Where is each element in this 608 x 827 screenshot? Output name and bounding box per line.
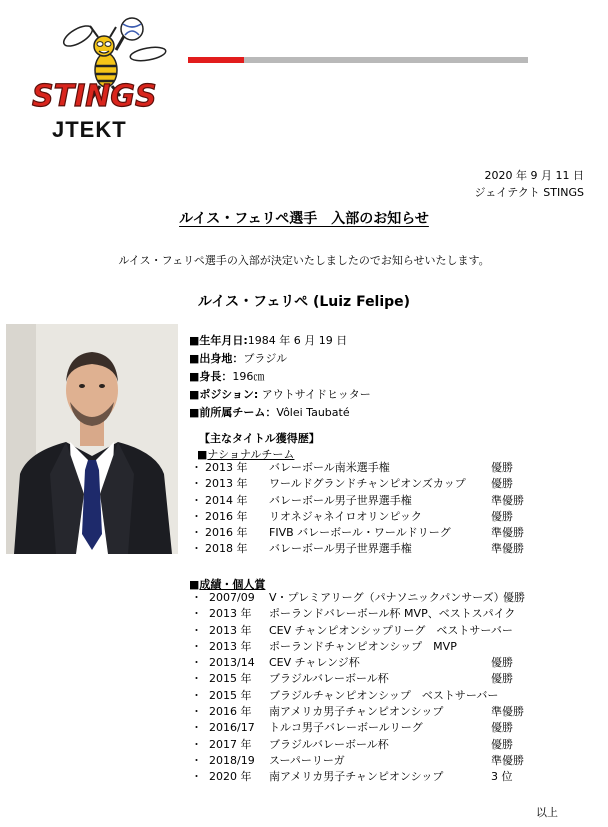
bullet: ・ (191, 656, 202, 670)
closing-text: 以上 (536, 806, 558, 819)
result-year: 2013/14 (209, 656, 255, 670)
personal-awards-heading-text: 成績・個人賞 (199, 578, 266, 591)
result-year: 2013 年 (205, 477, 248, 491)
bullet: ・ (191, 607, 202, 621)
result-event: スーパーリーガ (269, 753, 345, 767)
list-item (191, 720, 531, 736)
list-item (191, 671, 531, 687)
result-year: 2007/09 (209, 591, 255, 604)
result-event: リオネジャネイロオリンピック (269, 509, 422, 523)
result-year: 2018/19 (209, 753, 255, 767)
result-event: ブラジルチャンピオンシップ ベストサーバー (269, 688, 499, 702)
profile-label: ■前所属チーム： (189, 406, 277, 419)
result-event: トルコ男子バレーボールリーグ (269, 721, 423, 735)
list-item (191, 688, 531, 704)
result-year: 2016/17 (209, 721, 255, 735)
list-item (191, 460, 531, 476)
result-year: 2016 年 (209, 705, 252, 719)
profile-value: Vôlei Taubaté (276, 406, 350, 419)
result-placing: 優勝 (491, 461, 513, 474)
list-item (191, 476, 531, 492)
result-year: 2013 年 (209, 607, 252, 621)
bullet: ・ (191, 753, 202, 767)
bullet: ・ (191, 493, 202, 507)
result-placing: 準優勝 (491, 542, 524, 556)
list-item (191, 737, 531, 753)
list-item (191, 753, 531, 769)
result-event: V・プレミアリーグ（パナソニックパンサーズ） (269, 591, 505, 604)
profile-previous-team (189, 404, 371, 422)
titles-heading: 【主なタイトル獲得歴】 (199, 432, 320, 445)
list-item (191, 623, 531, 639)
result-event: バレーボール男子世界選手権 (269, 493, 412, 507)
result-year: 2018 年 (205, 542, 248, 556)
bullet: ・ (191, 542, 202, 556)
list-item (191, 541, 531, 557)
bullet: ・ (191, 639, 202, 653)
list-item (191, 509, 531, 525)
result-year: 2017 年 (209, 737, 252, 751)
list-item (191, 639, 531, 655)
result-placing: 優勝 (491, 721, 513, 735)
result-event: ブラジルバレーボール杯 (269, 737, 389, 751)
result-event: 南アメリカ男子チャンピオンシップ (269, 770, 444, 784)
result-event: ポーランドチャンピオンシップ MVP (269, 639, 457, 653)
result-placing: 優勝 (491, 737, 513, 751)
result-year: 2013 年 (209, 639, 252, 653)
result-event: FIVB バレーボール・ワールドリーグ (269, 526, 451, 540)
list-item (191, 493, 531, 509)
list-item (191, 769, 531, 785)
national-team-list (191, 460, 531, 558)
result-event: 南アメリカ男子チャンピオンシップ (269, 705, 444, 719)
bullet: ・ (191, 770, 202, 784)
bullet: ・ (191, 477, 202, 491)
result-placing: 準優勝 (491, 493, 524, 507)
bullet: ・ (191, 591, 202, 604)
hornet-volleyball-mascot-icon (28, 14, 168, 119)
bullet: ・ (191, 705, 202, 719)
result-year: 2016 年 (205, 526, 248, 540)
result-year: 2020 年 (209, 770, 252, 784)
player-name: ルイス・フェリペ (Luiz Felipe) (197, 294, 411, 310)
result-event: ブラジルバレーボール杯 (269, 672, 389, 686)
bullet: ・ (191, 461, 202, 474)
profile-value: アウトサイドヒッター (258, 388, 371, 401)
header-rule-accent (188, 57, 244, 63)
national-team-heading-text: ナショナルチーム (207, 448, 295, 461)
result-placing: 優勝 (491, 672, 513, 686)
result-placing: 準優勝 (491, 705, 524, 719)
result-placing: 優勝 (491, 477, 513, 491)
result-year: 2014 年 (205, 493, 248, 507)
profile-value: 1984 年 6 月 19 日 (247, 334, 348, 347)
heading-mark: ■ (197, 448, 208, 461)
jtekt-wordmark: JTEKT (52, 117, 127, 142)
result-event: CEV チャレンジ杯 (269, 656, 360, 670)
profile-label: ■身長： (189, 370, 233, 383)
result-placing: 準優勝 (491, 753, 524, 767)
result-event: ポーランドバレーボール杯 MVP、ベストスパイク (269, 607, 516, 621)
result-event: バレーボール男子世界選手権 (269, 542, 412, 556)
profile-birthplace (189, 350, 371, 368)
list-item (191, 590, 531, 606)
result-event: バレーボール南米選手権 (269, 461, 390, 474)
document-issuer: ジェイテクト STINGS (474, 186, 584, 199)
result-event: CEV チャンピオンシップリーグ ベストサーバー (269, 623, 513, 637)
profile-label: ■ポジション: (189, 388, 259, 401)
header-rule (244, 57, 528, 63)
bullet: ・ (191, 688, 202, 702)
bullet: ・ (191, 672, 202, 686)
profile-value: 196㎝ (232, 370, 265, 383)
profile-position (189, 386, 371, 404)
result-year: 2016 年 (205, 509, 248, 523)
profile-label: ■生年月日: (189, 334, 248, 347)
bullet: ・ (191, 737, 202, 751)
bullet: ・ (191, 509, 202, 523)
list-item (191, 525, 531, 541)
result-placing: 準優勝 (491, 526, 524, 540)
bullet: ・ (191, 623, 202, 637)
list-item (191, 655, 531, 671)
document-date: 2020 年 9 月 11 日 (484, 169, 584, 182)
list-item (191, 704, 531, 720)
bullet: ・ (191, 721, 202, 735)
result-year: 2015 年 (209, 688, 252, 702)
result-year: 2015 年 (209, 672, 252, 686)
profile-label: ■出身地： (189, 352, 244, 365)
result-placing: 優勝 (491, 656, 513, 670)
result-event: ワールドグランドチャンピオンズカップ (269, 477, 466, 491)
result-placing: 優勝 (491, 509, 513, 523)
result-placing: 3 位 (491, 770, 513, 784)
list-item (191, 606, 531, 622)
heading-mark: ■ (189, 578, 200, 591)
profile-list (189, 332, 371, 422)
document-title-text: ルイス・フェリペ選手 入部のお知らせ (179, 211, 429, 227)
result-year: 2013 年 (205, 461, 248, 474)
bullet: ・ (191, 526, 202, 540)
profile-birthdate (189, 332, 371, 350)
profile-height (189, 368, 371, 386)
player-photo (6, 324, 178, 554)
result-placing: 優勝 (503, 591, 525, 604)
personal-awards-list (191, 590, 531, 786)
result-year: 2013 年 (209, 623, 252, 637)
intro-text: ルイス・フェリペ選手の入部が決定いたしましたのでお知らせいたします。 (118, 254, 490, 267)
document-title (0, 208, 608, 228)
stings-wordmark: STINGS (32, 79, 157, 114)
profile-value: ブラジル (243, 352, 288, 365)
